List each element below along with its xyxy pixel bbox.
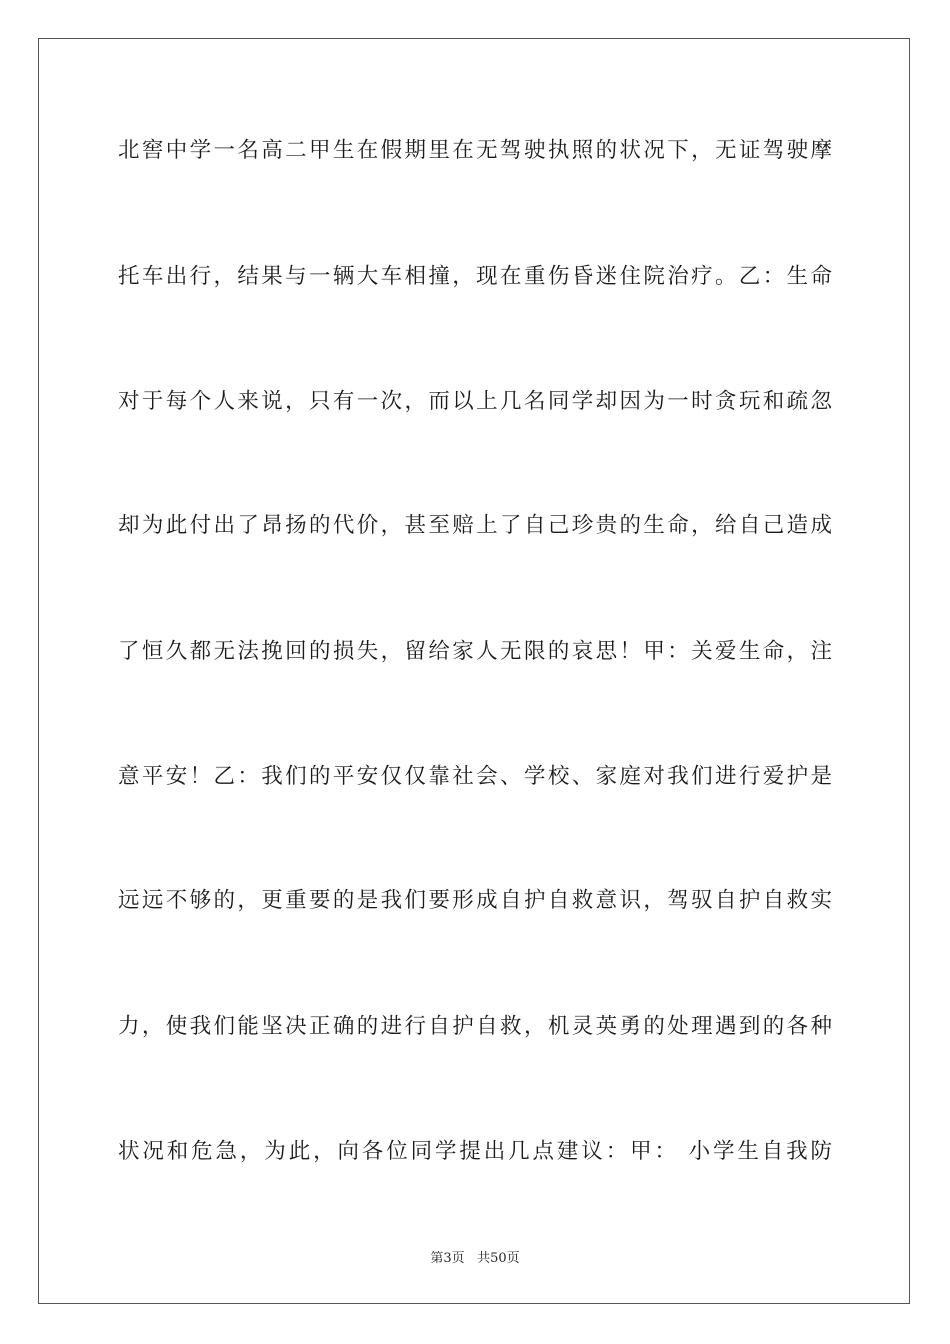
text-line: 却为此付出了昂扬的代价，甚至赔上了自己珍贵的生命，给自己造成 (118, 513, 832, 538)
text-line: 状况和危急，为此，向各位同学提出几点建议：甲： 小学生自我防 (118, 1139, 832, 1164)
text-line: 托车出行，结果与一辆大车相撞，现在重伤昏迷住院治疗。乙：生命 (118, 264, 832, 289)
text-line: 了恒久都无法挽回的损失，留给家人无限的哀思！甲：关爱生命，注 (118, 639, 832, 664)
page-number: 第3页 (430, 1251, 465, 1266)
page-footer (0, 1247, 950, 1266)
text-line: 北窖中学一名高二甲生在假期里在无驾驶执照的状况下，无证驾驶摩 (118, 138, 832, 163)
text-line: 对于每个人来说，只有一次，而以上几名同学却因为一时贪玩和疏忽 (118, 389, 832, 414)
page-border (38, 38, 910, 1304)
text-line: 意平安！乙：我们的平安仅仅靠社会、学校、家庭对我们进行爱护是 (118, 764, 832, 789)
page-total: 共50页 (477, 1251, 520, 1266)
text-line: 力，使我们能坚决正确的进行自护自救，机灵英勇的处理遇到的各种 (118, 1014, 832, 1039)
text-line: 远远不够的，更重要的是我们要形成自护自救意识，驾驭自护自救实 (118, 888, 832, 913)
